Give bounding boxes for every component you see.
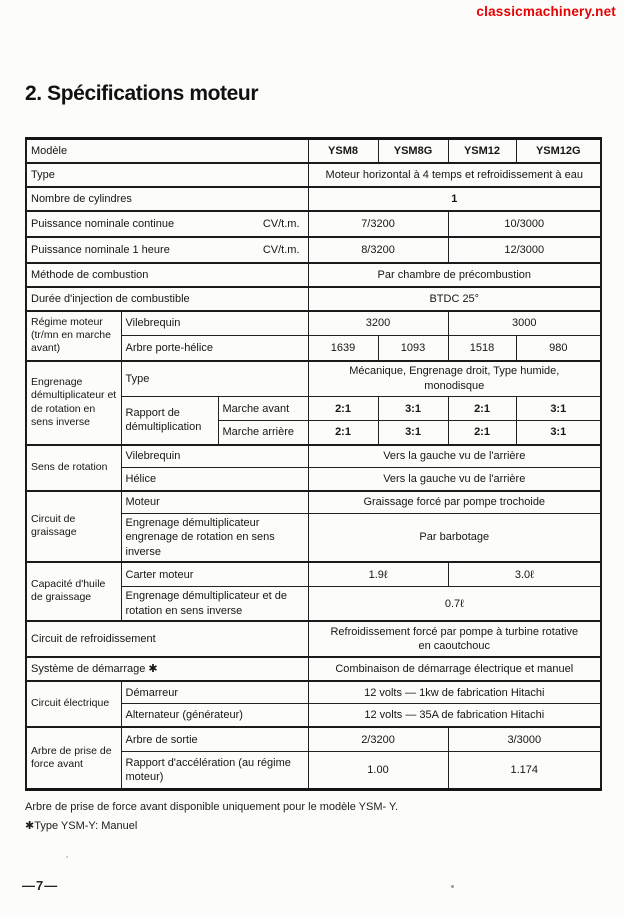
cell-speed-crankshaft-8: 3200: [308, 311, 448, 336]
row-injection: [26, 287, 601, 311]
cell-model-ysm12g: YSM12G: [516, 139, 601, 163]
row-model: [26, 139, 601, 163]
footnote-pto: Arbre de prise de force avant disponible uniquement pour le modèle YSM- Y.: [25, 801, 399, 814]
cell-oil-gear-value: 0.7ℓ: [308, 587, 601, 621]
cell-gear-rev-ysm12: 2:1: [448, 421, 516, 445]
cell-engine-speed-group: Régime moteur (tr/mn en marche avant): [26, 311, 121, 361]
cell-lubrication-group: Circuit de graissage: [26, 491, 121, 562]
cell-rotation-crankshaft-label: Vilebrequin: [121, 445, 308, 468]
cell-rotation-group: Sens de rotation: [26, 445, 121, 491]
scan-speck: [66, 856, 68, 858]
cell-propshaft-ysm12: 1518: [448, 336, 516, 361]
cell-lube-engine-label: Moteur: [121, 491, 308, 514]
cell-pto-output-12: 3/3000: [448, 727, 601, 752]
row-starting: [26, 657, 601, 681]
row-oil-crankcase: [26, 562, 601, 587]
cell-gear-rev-ysm8g: 3:1: [378, 421, 448, 445]
cell-rotation-crankshaft-value: Vers la gauche vu de l'arrière: [308, 445, 601, 468]
cell-cooling-value: [308, 621, 601, 657]
power-1h-label-text: Puissance nominale 1 heure: [31, 243, 170, 256]
power-1h-unit: CV/t.m.: [262, 243, 300, 256]
cell-model-label: Modèle: [26, 139, 308, 163]
row-speed-crankshaft: [26, 311, 601, 336]
cell-electrical-group: Circuit électrique: [26, 681, 121, 727]
row-pto-output: [26, 727, 601, 752]
footnote-type: ✱Type YSM-Y: Manuel: [25, 820, 138, 833]
cell-oil-crankcase-12: 3.0ℓ: [448, 562, 601, 587]
cell-gear-fwd-ysm8: 2:1: [308, 397, 378, 421]
cell-rotation-propeller-label: Hélice: [121, 468, 308, 491]
row-power-1hour: [26, 237, 601, 263]
power-cont-label-text: Puissance nominale continue: [31, 217, 175, 230]
cell-gear-fwd-label: Marche avant: [218, 397, 308, 421]
cell-type-value: Moteur horizontal à 4 temps et refroidissement à eau: [308, 163, 601, 187]
cell-oil-crankcase-8: 1.9ℓ: [308, 562, 448, 587]
cell-gear-group: Engrenage démultiplicateur et de rotation en sens inverse: [26, 361, 121, 445]
cell-gear-ratio-label: Rapport de démultiplication: [121, 397, 218, 445]
row-cooling: [26, 621, 601, 657]
row-gear-type: [26, 361, 601, 397]
cell-lube-gear-value: Par barbotage: [308, 514, 601, 562]
footnotes: [25, 801, 600, 832]
cell-power-cont-ysm8: 7/3200: [308, 211, 448, 237]
cell-cylinders-label: Nombre de cylindres: [26, 187, 308, 211]
row-cylinders: [26, 187, 601, 211]
power-cont-unit: CV/t.m.: [262, 217, 300, 230]
row-power-continuous: [26, 211, 601, 237]
row-type: [26, 163, 601, 187]
cell-model-ysm12: YSM12: [448, 139, 516, 163]
page-number: —7—: [22, 878, 59, 893]
cell-propshaft-ysm12g: 980: [516, 336, 601, 361]
cell-gear-fwd-ysm12g: 3:1: [516, 397, 601, 421]
cell-starter-value: 12 volts — 1kw de fabrication Hitachi: [308, 681, 601, 704]
cell-power-1h-label: [26, 237, 308, 263]
cell-gear-rev-label: Marche arrière: [218, 421, 308, 445]
cell-model-ysm8: YSM8: [308, 139, 378, 163]
cell-pto-group: Arbre de prise de force avant: [26, 727, 121, 790]
cell-gear-rev-ysm8: 2:1: [308, 421, 378, 445]
cell-injection-value: BTDC 25°: [308, 287, 601, 311]
cell-gear-type-label: Type: [121, 361, 308, 397]
cell-oil-group: Capacité d'huile de graissage: [26, 562, 121, 621]
cell-alternator-value: 12 volts — 35A de fabrication Hitachi: [308, 704, 601, 727]
cell-starter-label: Démarreur: [121, 681, 308, 704]
cell-pto-output-label: Arbre de sortie: [121, 727, 308, 752]
cell-alternator-label: Alternateur (générateur): [121, 704, 308, 727]
row-lube-engine: [26, 491, 601, 514]
cell-power-cont-label: [26, 211, 308, 237]
spec-table: [25, 137, 602, 791]
cell-starting-label: Système de démarrage ✱: [26, 657, 308, 681]
scan-speck: [451, 885, 454, 888]
spec-section: [25, 137, 600, 832]
row-rotation-crankshaft: [26, 445, 601, 468]
cell-rotation-propeller-value: Vers la gauche vu de l'arrière: [308, 468, 601, 491]
cell-combustion-label: Méthode de combustion: [26, 263, 308, 287]
watermark-site-name: classicmachinery.net: [476, 4, 616, 19]
cell-gear-fwd-ysm8g: 3:1: [378, 397, 448, 421]
cell-type-label: Type: [26, 163, 308, 187]
cell-model-ysm8g: YSM8G: [378, 139, 448, 163]
cell-speed-crankshaft-label: Vilebrequin: [121, 311, 308, 336]
cell-pto-ratio-label: Rapport d'accélération (au régime moteur): [121, 752, 308, 790]
cell-cooling-label: Circuit de refroidissement: [26, 621, 308, 657]
cell-power-1h-ysm12: 12/3000: [448, 237, 601, 263]
page-title: 2. Spécifications moteur: [25, 82, 259, 105]
cell-propshaft-ysm8g: 1093: [378, 336, 448, 361]
cooling-value-text: Refroidissement forcé par pompe à turbine rotative en caoutchouc: [330, 625, 579, 652]
cell-injection-label: Durée d'injection de combustible: [26, 287, 308, 311]
gear-type-value-text: Mécanique, Engrenage droit, Type humide, monodisque: [349, 365, 560, 392]
row-starter: [26, 681, 601, 704]
cell-power-1h-ysm8: 8/3200: [308, 237, 448, 263]
cell-oil-crankcase-label: Carter moteur: [121, 562, 308, 587]
row-combustion: [26, 263, 601, 287]
cell-oil-gear-label: Engrenage démultiplicateur et de rotation en sens inverse: [121, 587, 308, 621]
cell-combustion-value: Par chambre de précombustion: [308, 263, 601, 287]
cell-lube-engine-value: Graissage forcé par pompe trochoide: [308, 491, 601, 514]
cell-speed-crankshaft-12: 3000: [448, 311, 601, 336]
cell-lube-gear-label: Engrenage démultiplicateur engrenage de rotation en sens inverse: [121, 514, 308, 562]
cell-pto-output-8: 2/3200: [308, 727, 448, 752]
cell-cylinders-value: 1: [308, 187, 601, 211]
cell-gear-rev-ysm12g: 3:1: [516, 421, 601, 445]
cell-pto-ratio-12: 1.174: [448, 752, 601, 790]
cell-propshaft-ysm8: 1639: [308, 336, 378, 361]
cell-speed-propshaft-label: Arbre porte-hélice: [121, 336, 308, 361]
cell-starting-value: Combinaison de démarrage électrique et manuel: [308, 657, 601, 681]
cell-pto-ratio-8: 1.00: [308, 752, 448, 790]
cell-power-cont-ysm12: 10/3000: [448, 211, 601, 237]
cell-gear-fwd-ysm12: 2:1: [448, 397, 516, 421]
cell-gear-type-value: [308, 361, 601, 397]
